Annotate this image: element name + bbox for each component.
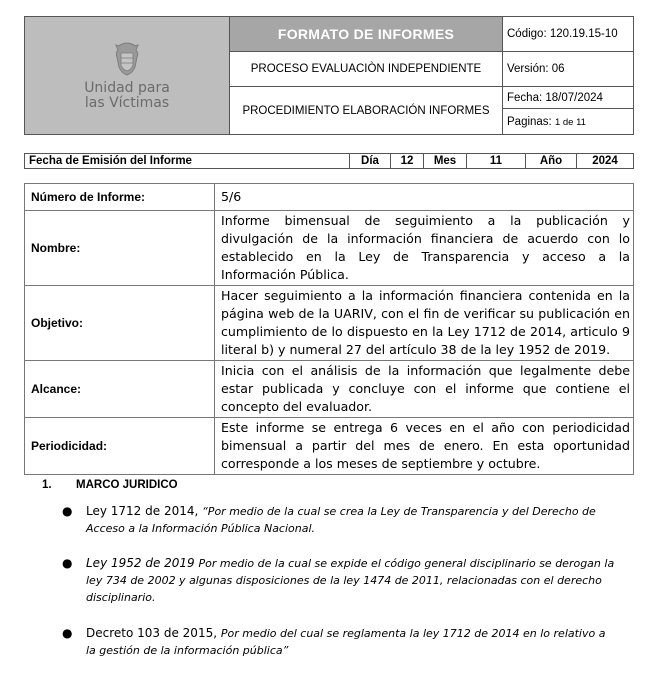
report-info-table (24, 183, 634, 475)
section-number: 1. (42, 479, 52, 491)
document-header (24, 16, 634, 135)
bullet-icon: ● (62, 556, 73, 570)
code-cell: Código: 120.19.15-10 (503, 17, 634, 52)
section-heading (42, 479, 178, 491)
info-row (25, 211, 634, 286)
info-value: Hacer seguimiento a la información financiera contenida en la página web de la UARIV, con el fin de verificar su publicación en cumplimiento de lo dispuesto en la Ley 1712 de 2014, articulo 9 literal b) y numeral 27 del artículo 38 de la ley 1952 de 2019. (215, 286, 634, 361)
info-value: 5/6 (215, 184, 634, 211)
bullet-lead: Decreto 103 de 2015, (86, 626, 221, 640)
day-value: 12 (391, 154, 424, 169)
info-row (25, 184, 634, 211)
info-row (25, 361, 634, 418)
emission-label: Fecha de Emisión del Informe (25, 154, 350, 169)
bullet-lead: Ley 1712 de 2014, (86, 504, 203, 518)
bullet-italic: Por medio del cual se reglamenta la ley 1712 de 2014 en lo relativo a la gestión de la información pública” (86, 627, 606, 657)
year-value: 2024 (577, 154, 634, 169)
bullet-lead: Ley 1952 de 2019 (86, 556, 199, 570)
info-row (25, 418, 634, 475)
logo-line-2: las Víctimas (84, 94, 170, 111)
process-cell: PROCESO EVALUACIÒN INDEPENDIENTE (230, 52, 503, 87)
year-label: Año (526, 154, 577, 169)
info-value: Informe bimensual de seguimiento a la publicación y divulgación de la información financiera de acuerdo con lo establecido en la Ley de Transparencia y acceso a la Información Pública. (215, 211, 634, 286)
procedure-cell: PROCEDIMIENTO ELABORACIÓN INFORMES (230, 87, 503, 135)
bullet-italic: Por medio de la cual se expide el código general disciplinario se derogan la ley 734 de 2002 y algunas disposiciones de la ley 1474 de 2011, relacionadas con el derecho disciplinario. (86, 557, 615, 604)
pages-cell (503, 109, 634, 135)
list-item (62, 555, 617, 607)
month-label: Mes (424, 154, 467, 169)
info-label: Objetivo: (25, 286, 215, 361)
bullet-icon: ● (62, 626, 73, 640)
logo-cell (25, 17, 230, 135)
pages-value: 1 de 11 (554, 116, 586, 128)
bullet-italic: “Por medio de la cual se crea la Ley de Transparencia y del Derecho de Acceso a la Información Pública Nacional. (86, 505, 596, 535)
info-label: Número de Informe: (25, 184, 215, 211)
emission-date-row (24, 153, 634, 169)
info-label: Periodicidad: (25, 418, 215, 475)
logo-line-1: Unidad para (84, 79, 170, 96)
month-value: 11 (467, 154, 526, 169)
info-label: Nombre: (25, 211, 215, 286)
info-value: Este informe se entrega 6 veces en el año con periodicidad bimensual a partir del mes de enero. En esta oportunidad corresponde a los meses de septiembre y octubre. (215, 418, 634, 475)
info-row (25, 286, 634, 361)
pages-label: Paginas: (507, 115, 552, 128)
coat-of-arms-icon (110, 41, 144, 77)
list-item (62, 503, 617, 539)
format-title: FORMATO DE INFORMES (230, 17, 503, 52)
info-label: Alcance: (25, 361, 215, 418)
version-cell: Versión: 06 (503, 52, 634, 87)
info-value: Inicia con el análisis de la información que legalmente debe estar publicada y concluye con el informe que contiene el concepto del evaluador. (215, 361, 634, 418)
bullet-icon: ● (62, 504, 73, 518)
section-title: MARCO JURIDICO (76, 479, 178, 491)
day-label: Día (350, 154, 391, 169)
date-cell: Fecha: 18/07/2024 (503, 87, 634, 109)
list-item (62, 625, 617, 661)
